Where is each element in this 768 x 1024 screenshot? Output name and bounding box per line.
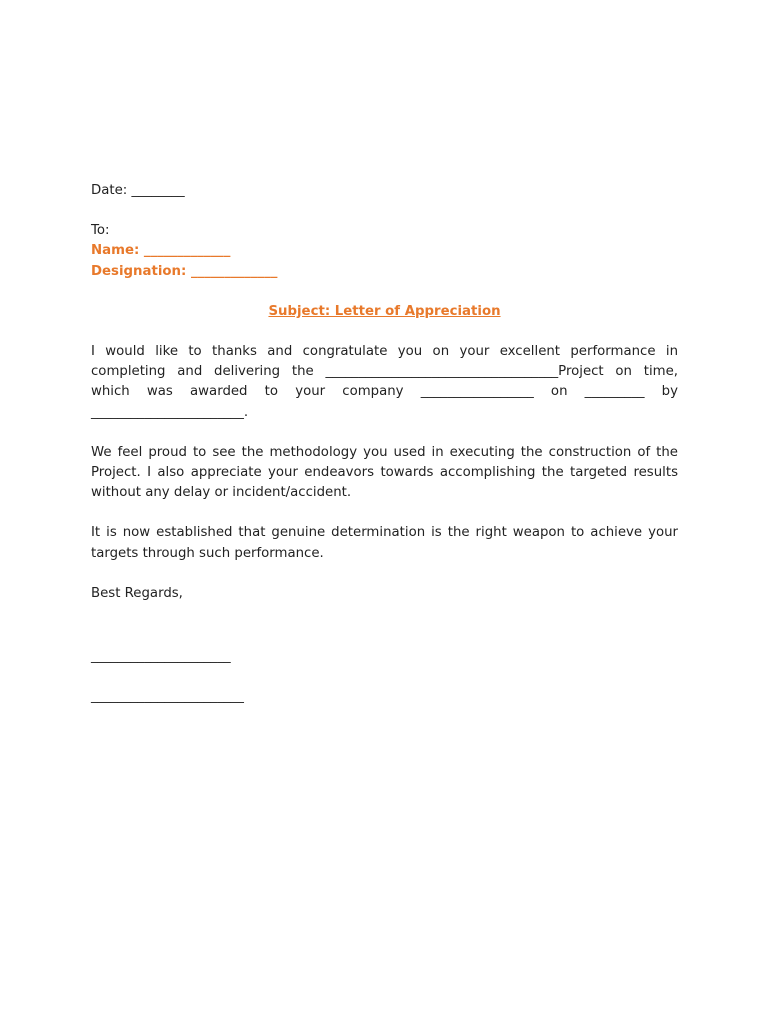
paragraph-line: targets through such performance.	[91, 545, 324, 561]
paragraph-line: We feel proud to see the methodology you used in executing the construction of the	[91, 444, 678, 460]
paragraph-determination	[91, 523, 678, 563]
signature-line: _____________________	[91, 649, 231, 665]
designation-line: Designation: _____________	[91, 263, 278, 279]
name-line: Name: _____________	[91, 243, 231, 259]
paragraph-line: Project. I also appreciate your endeavors towards accomplishing the targeted results	[91, 465, 678, 481]
paragraph-methodology	[91, 443, 678, 504]
spacer	[91, 667, 678, 687]
paragraph-performance	[91, 342, 678, 423]
subject-heading: Subject: Letter of Appreciation	[268, 303, 501, 319]
letter-document	[91, 181, 678, 707]
paragraph-line: which was awarded to your company _________________ on _________ by	[91, 384, 678, 400]
signature-line: _______________________	[91, 689, 244, 705]
paragraph-line: I would like to thanks and congratulate you on your excellent performance in	[91, 344, 678, 360]
date-line: Date: ________	[91, 183, 185, 198]
closing-text: Best Regards,	[91, 585, 183, 601]
paragraph-line: completing and delivering the ___________________________________Project on time,	[91, 364, 678, 380]
spacer	[91, 604, 678, 644]
paragraph-line: It is now established that genuine determination is the right weapon to achieve your	[91, 525, 678, 541]
paragraph-line: _______________________.	[91, 404, 249, 420]
paragraph-line: without any delay or incident/accident.	[91, 485, 352, 501]
spacer	[91, 201, 678, 221]
to-label: To:	[91, 223, 110, 239]
